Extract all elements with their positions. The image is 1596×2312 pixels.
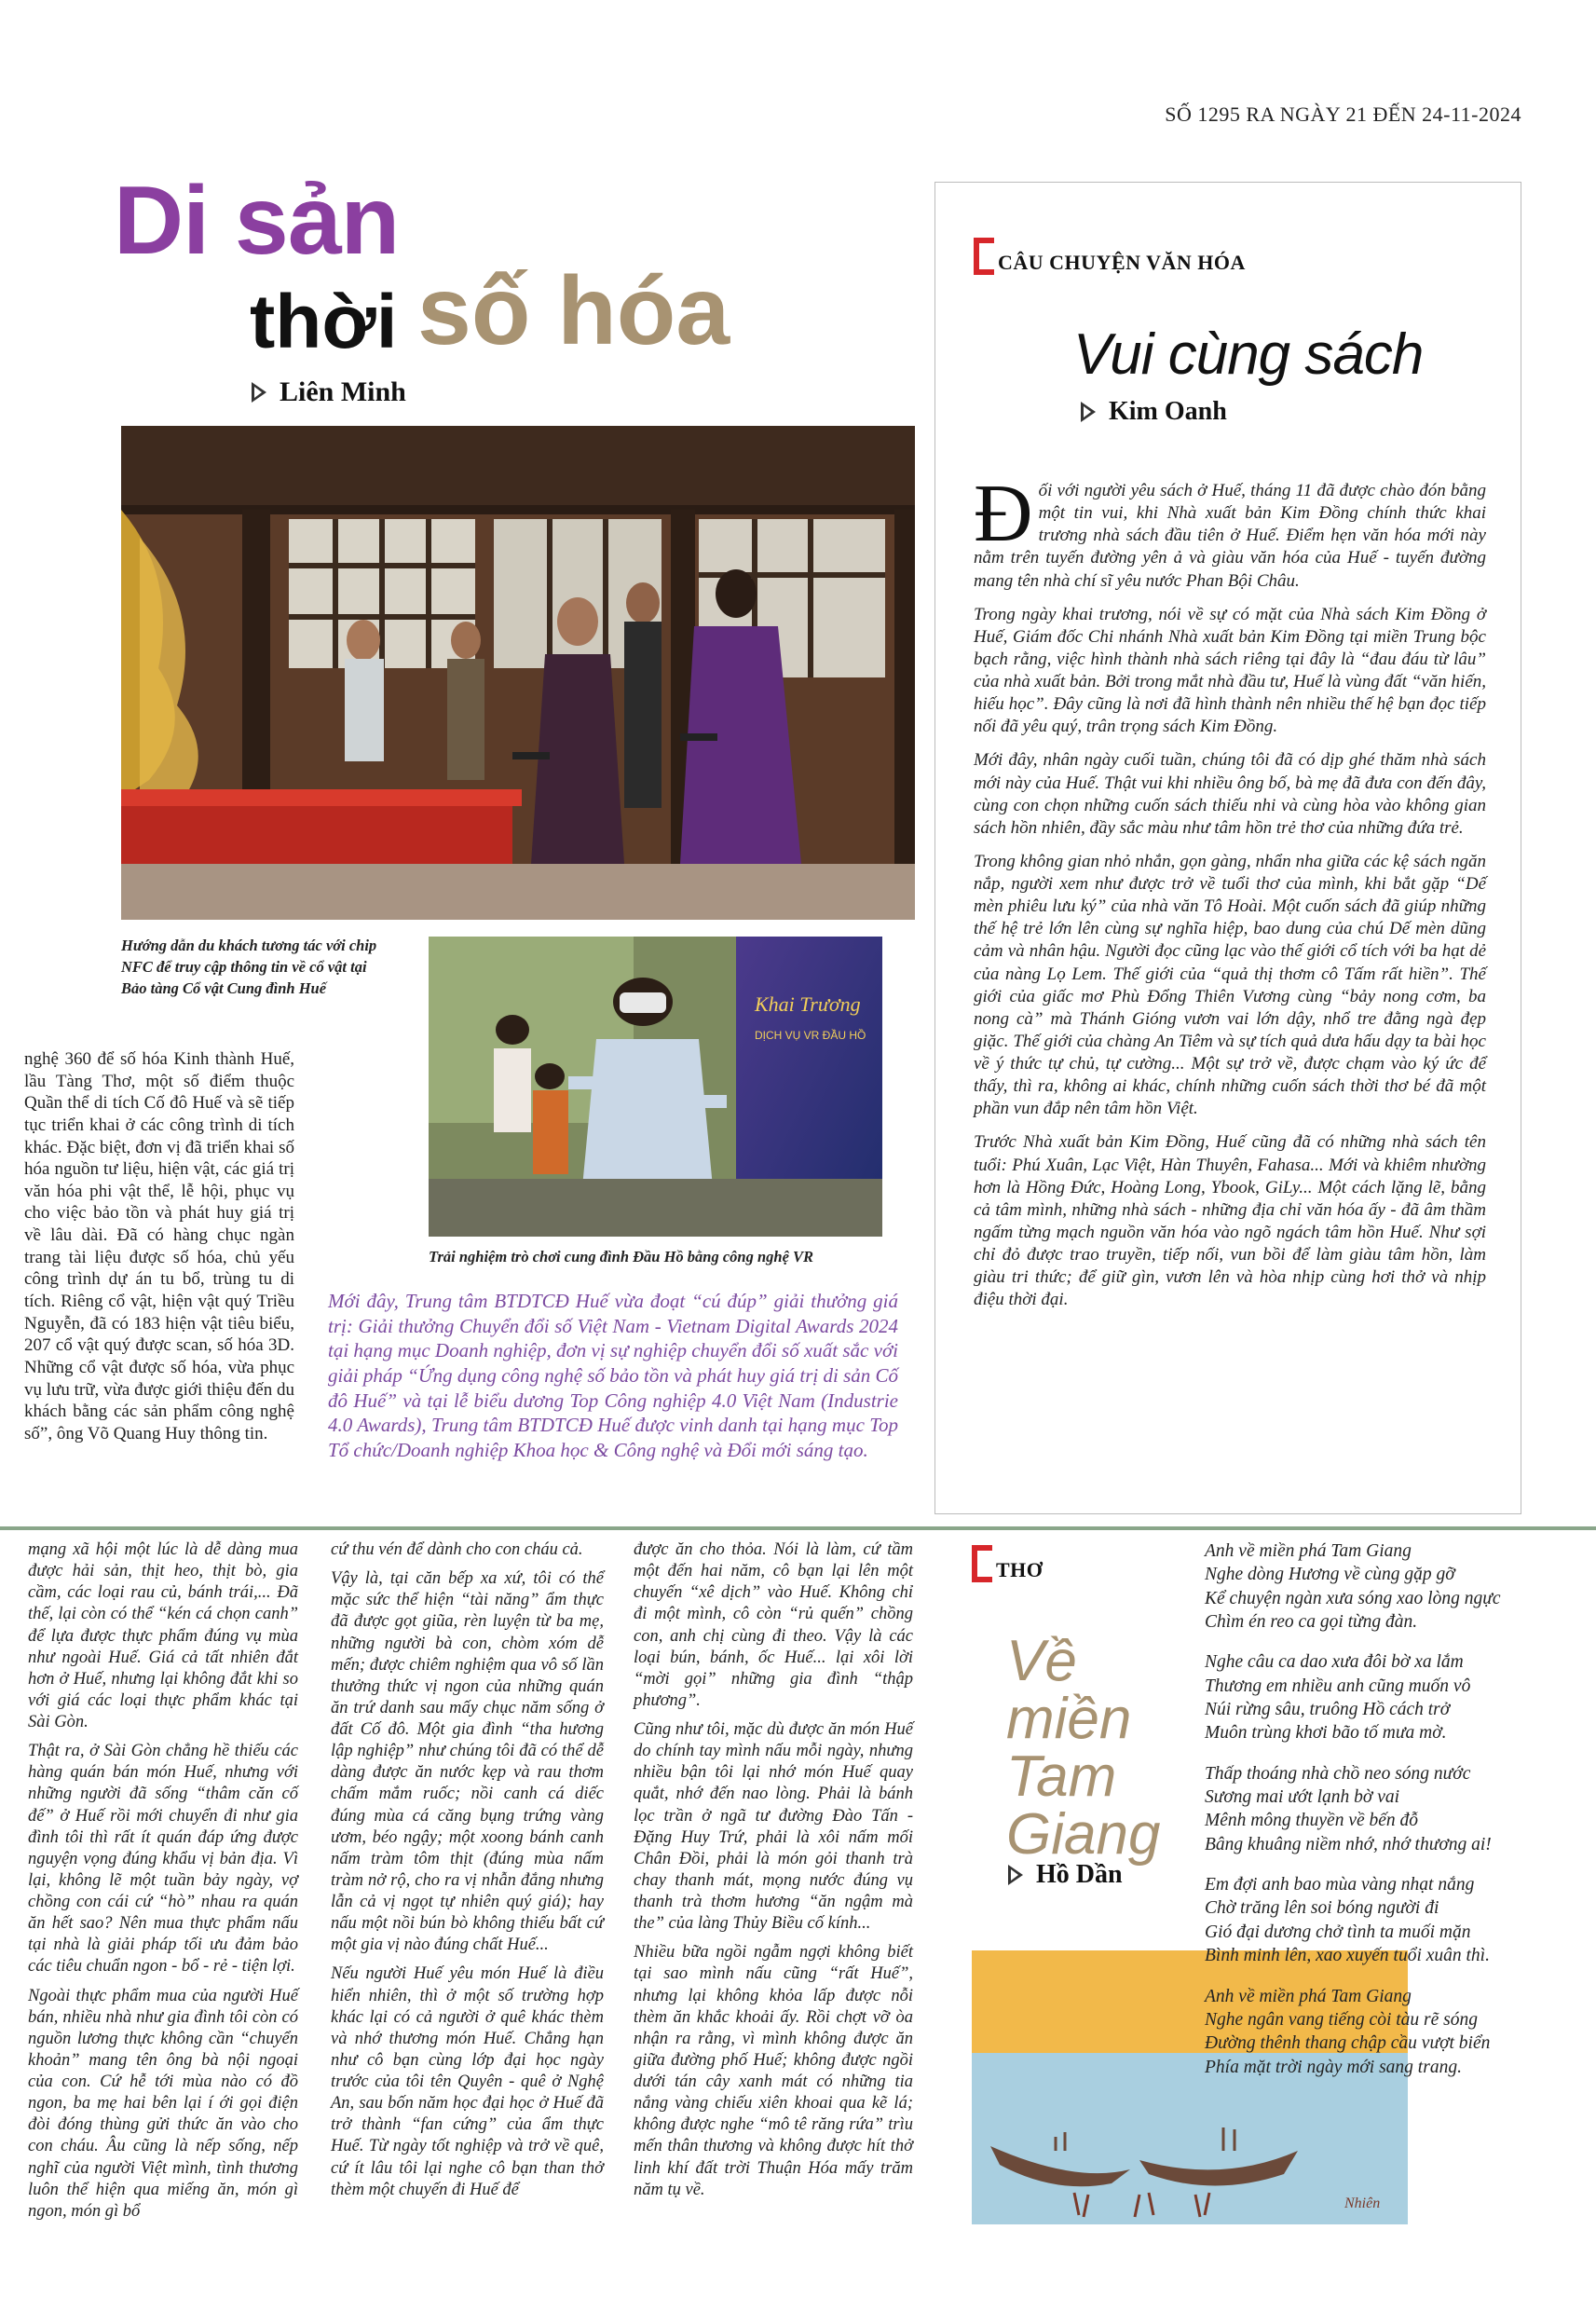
vr-photo-caption: Trải nghiệm trò chơi cung đình Đầu Hồ bằng công nghệ VR (429, 1248, 814, 1265)
poem-line: Sương mai ướt lạnh bờ vai (1205, 1787, 1400, 1808)
poem-line: Chìm én reo ca gọi từng đàn. (1205, 1612, 1418, 1633)
poem-line: Núi rừng sâu, truông Hồ cách trở (1205, 1700, 1451, 1720)
painting-signature: Nhiên (1344, 2196, 1381, 2211)
article-title-thoi: thời (250, 280, 398, 364)
culture-paragraph-2: Trong ngày khai trương, nói về sự có mặt của Nhà sách Kim Đồng ở Huế, Giám đốc Chi nhánh Nhà xuất bản Kim Đồng tại miền Trung bộc bạch rằng, việc hình thành nhà sách riêng tại đây là “đau đáu từ lâu” của nhà xuất bản. Bởi trong mắt nhà đầu tư, Huế là vùng đất “văn hiến, hiếu học”. Đây cũng là nơi đã hình thành nên nhiều thế hệ bạn đọc tiếp nối đã yêu quý, trân trọng sách Kim Đồng. (974, 604, 1486, 737)
poem-line: Thấp thoáng nhà chồ neo sóng nước (1205, 1763, 1471, 1784)
left-body-paragraph: nghệ 360 để số hóa Kinh thành Huế, lầu Tàng Thơ, một số điểm thuộc Quần thể di tích Cố đô Huế và sẽ tiếp tục triển khai ở các công trình di tích khác. Đặc biệt, đơn vị đã triển khai số hóa nguồn tư liệu, hiện vật, các giá trị văn hóa phi vật thể, lễ hội, phục vụ cho việc bảo tồn và phát huy giá trị về lâu dài. Đã có hàng chục ngàn trang tài liệu được số hóa, chủ yếu công trình dự án tu bổ, trùng tu di tích. Riêng cổ vật, hiện vật quý Triều Nguyễn, đã có 183 hiện vật tiêu biểu, 207 cổ vật quý được scan, số hóa 3D. Những cổ vật được số hóa, vừa phục vụ lưu trữ, vừa được giới thiệu đến du khách bằng các sản phẩm công nghệ số”, ông Võ Quang Huy thông tin. (24, 1049, 294, 1443)
poem-line: Nghe câu ca dao xưa đôi bờ xa lắm (1205, 1652, 1464, 1673)
poem-stanza (1205, 1650, 1577, 1744)
dropcap-letter: Đ (974, 469, 1033, 559)
culture-section-label: CÂU CHUYỆN VĂN HÓA (998, 251, 1246, 274)
highlight-paragraph: Mới đây, Trung tâm BTDTCĐ Huế vừa đoạt “cú đúp” giải thưởng giá trị: Giải thưởng Chuyển đổi số Việt Nam - Vietnam Digital Awards 2024 tại hạng mục Doanh nghiệp, đơn vị sự nghiệp chuyển đổi số xuất sắc với giải pháp “Ứng dụng công nghệ số bảo tồn và phát huy giá trị di sản Cố đô Huế” và tại lễ biểu dương Top Công nghiệp 4.0 Việt Nam (Industrie 4.0 Awards), Trung tâm BTDTCĐ Huế được vinh danh tại hạng mục Top Tổ chức/Doanh nghiệp Khoa học & Công nghệ và Đổi mới sáng tạo. (328, 1290, 898, 1461)
poem-line: Phía mặt trời ngày mới sang trang. (1205, 2057, 1462, 2077)
poem-line: Em đợi anh bao mùa vàng nhạt nắng (1205, 1875, 1475, 1895)
vr-banner-line1: Khai Trương (755, 992, 861, 1016)
article-title-line1: Di sản (114, 167, 400, 275)
culture-byline (1081, 397, 1227, 427)
food-column-3 (634, 1539, 913, 2209)
poem-line: Kể chuyện ngàn xưa sóng xao lòng ngực (1205, 1588, 1501, 1608)
poem-stanza (1205, 1539, 1577, 1634)
vr-photo-image (429, 937, 882, 1237)
food-col2-paragraph: Vậy là, tại căn bếp xa xứ, tôi có thể mặc sức thể hiện “tài năng” ẩm thực đã được gọt giũa, rèn luyện từ ba mẹ, những người bà con, chòm xóm dễ mến; được chiêm nghiệm qua vô số lần thưởng thức vị ngon của những quán ăn trứ danh sau mấy chục năm sống ở đất Cố đô. Một gia đình “tha hương lập nghiệp” như chúng tôi đã có thể dễ dàng được ăn nước kẹp và rau thơm chấm mắm ruốc; nồi canh cá diếc đúng mùa cá căng bụng trứng vàng ươm, béo ngậy; một xoong bánh canh nấm tràm tôm thịt (đúng mùa nấm tràm nở rộ, cho ra vị nhẫn đắng nhưng lẫn cả vị ngọt tự nhiên quý giá); hay nấu một nồi bún bò không thiếu bất cứ một gia vị nào đúng chất Huế... (331, 1569, 604, 1955)
culture-body (974, 469, 1486, 1322)
poem-line: Bâng khuâng niềm nhớ, nhớ thương ai! (1205, 1834, 1492, 1854)
food-col3-paragraph: được ăn cho thỏa. Nói là làm, cứ tầm một đến hai năm, cô bạn lại lên một chuyến “xê dịch” vào Huế. Không chỉ đi một mình, cô còn “rủ quến” chồng con, anh chị cùng đi theo. Vậy là các loại bún, bánh, ốc Huế... lại xôi lời “mời gọi” những gia đình “thập phương”. (634, 1540, 913, 1710)
vr-banner-line2: DỊCH VỤ VR ĐẦU HỒ (755, 1029, 866, 1042)
culture-paragraph-3: Mới đây, nhân ngày cuối tuần, chúng tôi đã có dịp ghé thăm nhà sách mới này của Huế. Thật vui khi nhiều ông bố, bà mẹ đã đưa con đến đây, cùng con chọn những cuốn sách thiếu nhi và cùng hòa vào không gian sách hồn nhiên, đầy sắc màu như tâm hồn trẻ thơ của những đứa trẻ. (974, 750, 1486, 838)
poem-stanza (1205, 1762, 1577, 1856)
section-bracket-icon (972, 1545, 992, 1582)
article-title-sohoa: số hóa (417, 257, 730, 365)
poem-title-line: miền (1006, 1687, 1132, 1751)
poem-section-label: THƠ (996, 1558, 1044, 1581)
culture-section-header (974, 238, 1246, 275)
culture-paragraph-4: Trong không gian nhỏ nhắn, gọn gàng, nhẩn nha giữa các kệ sách ngăn nắp, người xem như được trở về tuổi thơ của mình, khi bắt gặp “Dế mèn phiêu lưu ký” của nhà văn Tô Hoài. Một cuốn sách đã giúp những thế hệ trẻ lớn lên cùng sự nghĩa hiệp, bao dung của chú Dế mèn dũng cảm và nhân hậu. Người đọc cũng lạc vào thế giới cổ tích với ba hạt dẻ của nàng Lọ Lem. Thế giới của “quả thị thơm cô Tấm rất hiền”. Thế giới của giấc mơ Phù Đổng Thiên Vương cùng “bảy nong cơm, ba nong cà” mà Thánh Gióng vươn vai lớn dậy, nhổ tre đằng ngà đẹp giặc. Thế giới của chàng An Tiêm và sự tích quả dưa hấu dạy ta bài học về ý thức tự chủ, tự cường... Một sự trở về, được chạm vào ký ức để thấy, thì ra, không ai khác, chính những cuốn sách thời thơ bé đã một phần vun đắp nên tâm hồn Việt. (974, 851, 1486, 1119)
food-column-2 (331, 1539, 604, 2209)
poem-line: Nghe ngân vang tiếng còi tàu rẽ sóng (1205, 2009, 1479, 2030)
issue-line: SỐ 1295 RA NGÀY 21 ĐẾN 24-11-2024 (1165, 103, 1521, 126)
poem-line: Chờ trăng lên soi bóng người đi (1205, 1898, 1439, 1919)
poem-line: Anh về miền phá Tam Giang (1205, 1541, 1412, 1561)
poem-line: Thương em nhiều anh cũng muốn vô (1205, 1676, 1471, 1696)
poem-title (1006, 1629, 1161, 1867)
museum-photo-caption: Hướng dẫn du khách tương tác với chip NFC để truy cập thông tin về cổ vật tại Bảo tàng Cổ vật Cung đình Huế (121, 937, 377, 998)
poem-line: Nghe dòng Hương về cùng gặp gỡ (1205, 1565, 1455, 1585)
poem-byline (1008, 1860, 1123, 1890)
byline-triangle-icon (1008, 1865, 1023, 1885)
poem-title-line: Tam (1006, 1744, 1117, 1809)
poem-line: Anh về miền phá Tam Giang (1205, 1986, 1412, 2006)
vr-photo (429, 937, 882, 1237)
poem-title-line: Giang (1006, 1802, 1161, 1867)
section-bracket-icon (974, 238, 994, 275)
museum-photo-image (121, 426, 915, 920)
food-col2-paragraph: Nếu người Huế yêu món Huế là điều hiển nhiên, thì ở một số trường hợp khác lại có cả người ở quê khác thèm và nhớ thương món Huế. Chẳng hạn như cô bạn cùng lớp đại học ngày trước của tôi tên Quyên - quê ở Nghệ An, sau bốn năm học đại học ở Huế đã trở thành “fan cứng” của ẩm thực Huế. Từ ngày tốt nghiệp và trở về quê, cứ ít lâu tôi lại nghe cô bạn than thở thèm một chuyến đi Huế để (331, 1964, 604, 2199)
poem-stanza (1205, 1873, 1577, 1967)
poem-body (1205, 1539, 1577, 2096)
article-byline (252, 376, 406, 408)
poem-stanza (1205, 1985, 1577, 2079)
author-name: Liên Minh (280, 376, 406, 407)
museum-photo (121, 426, 915, 920)
poem-line: Gió đại dương chở tình ta muối mặn (1205, 1922, 1471, 1942)
food-col3-paragraph: Cũng như tôi, mặc dù được ăn món Huế do chính tay mình nấu mỗi ngày, nhưng nhiều bận tôi lại nhớ món Huế quay quắt, nhớ đến nao lòng. Phải là bánh lọc trần ở ngã tư đường Đào Tấn - Đặng Huy Trứ, phải là xôi nấm mối Chân Đồi, phải là món gỏi thanh trà chay thanh mát, mọng nước đúng vụ thanh trà thơm hương “ăn ngậm mà the” của làng Thủy Biều cố kính... (634, 1720, 913, 1934)
food-column-1 (28, 1539, 298, 2230)
culture-author-name: Kim Oanh (1109, 397, 1227, 426)
food-col3-paragraph: Nhiều bữa ngồi ngẫm ngợi không biết tại sao mình nấu cũng “rất Huế”, nhưng lại không khỏa lấp được nỗi thèm ăn khắc khoải ấy. Rồi chợt vỡ òa nhận ra rằng, vì mình không được ăn giữa đường phố Huế; không được ngồi dưới tán cây xanh mát có những tia nắng vàng chiếu xiên khoai qua kẽ lá; không được nghe “mô tê răng rứa” trìu mến thân thương và không được hít thở linh khí đất trời Thuận Hóa mấy trăm năm tụ về. (634, 1943, 913, 2199)
food-col1-paragraph: mạng xã hội một lúc là dễ dàng mua được hải sản, thịt heo, thịt bò, gia cầm, các loại rau củ, bánh trái,... Đã thế, lại còn có thể “kén cá chọn canh” để lựa được thực phẩm đúng vụ mùa như ngoài Huế. Giá cả tất nhiên đắt hơn ở Huế, nhưng lại không đắt khi so với giá các loại thực phẩm khác tại Sài Gòn. (28, 1540, 298, 1731)
section-divider (0, 1526, 1596, 1530)
poem-section-header (972, 1545, 1043, 1582)
food-col2-paragraph: cứ thu vén để dành cho con cháu cả. (331, 1540, 583, 1559)
food-col1-paragraph: Ngoài thực phẩm mua của người Huế bán, nhiều nhà như gia đình tôi còn có nguồn lương thực không cần “chuyển khoản” mang tên ông bà nội ngoại của con. Cứ hễ tới mùa nào có đồ ngon, ba mẹ hai bên lại í ới gọi điện đòi đóng thùng gửi thức ăn vào cho con cháu. Âu cũng là nếp sống, nếp nghĩ của người Việt mình, tình thương luôn thể hiện qua miếng ăn, món gì ngon, món gì bổ (28, 1986, 298, 2221)
culture-title: Vui cùng sách (1073, 322, 1424, 387)
byline-triangle-icon (252, 382, 266, 403)
poem-line: Đường thênh thang chập cầu vượt biển (1205, 2033, 1491, 2054)
left-column-body (24, 1048, 294, 1453)
poem-line: Bình minh lên, xao xuyến tuổi xuân thì. (1205, 1946, 1490, 1966)
byline-triangle-icon (1081, 402, 1096, 422)
poem-line: Muôn trùng khơi bão tố mưa mờ. (1205, 1723, 1447, 1744)
poem-author-name: Hồ Dần (1036, 1860, 1123, 1889)
culture-paragraph-1 (974, 469, 1486, 593)
poem-line: Mênh mông thuyền về bến đỗ (1205, 1811, 1419, 1831)
culture-paragraph-1-text: ối với người yêu sách ở Huế, tháng 11 đã được chào đón bằng một tin vui, khi Nhà xuất bản Kim Đồng chính thức khai trương nhà sách đầu tiên ở Huế. Điểm hẹn văn hóa mới này nằm trên tuyến đường yên ả và giàu văn hóa của Huế - tuyến đường mang tên nhà chí sĩ yêu nước Phan Bội Châu. (974, 481, 1486, 591)
food-col1-paragraph: Thật ra, ở Sài Gòn chẳng hề thiếu các hàng quán bán món Huế, nhưng với những người đã sống “thâm căn cố đế” ở Huế rồi mới chuyển đi như gia đình tôi thì rất ít quán đáp ứng được nguyện vọng đúng khẩu vị bản địa. Vì lại, không lẽ một tuần bảy ngày, vợ chồng con cái cứ “hò” nhau ra quán ăn hết sao? Nên mua thực phẩm nấu tại nhà là giải pháp tối ưu đảm bảo các tiêu chuẩn ngon - bổ - rẻ - tiện lợi. (28, 1742, 298, 1977)
culture-paragraph-5: Trước Nhà xuất bản Kim Đồng, Huế cũng đã có những nhà sách tên tuổi: Phú Xuân, Lạc Việt, Hàn Thuyên, Fahasa... Mới và khiêm nhường hơn là Hồng Đức, Hoàng Long, Ybook, GiLy... Một cách lặng lẽ, bằng cả tâm mình, những nhà sách - những địa chỉ văn hóa ấy - đã âm thầm ngấm từng mạch nguồn văn hóa vào ngõ ngách tâm hồn Huế. Như sợi chỉ đỏ được trao truyền, tiếp nối, vun bồi để làm giàu tâm hồn, làm giàu tri thức; để giữ gìn, vươn lên và hòa nhịp cùng hơi thở và nhịp điệu thời đại. (974, 1132, 1486, 1310)
poem-title-line: Về (1006, 1629, 1077, 1693)
